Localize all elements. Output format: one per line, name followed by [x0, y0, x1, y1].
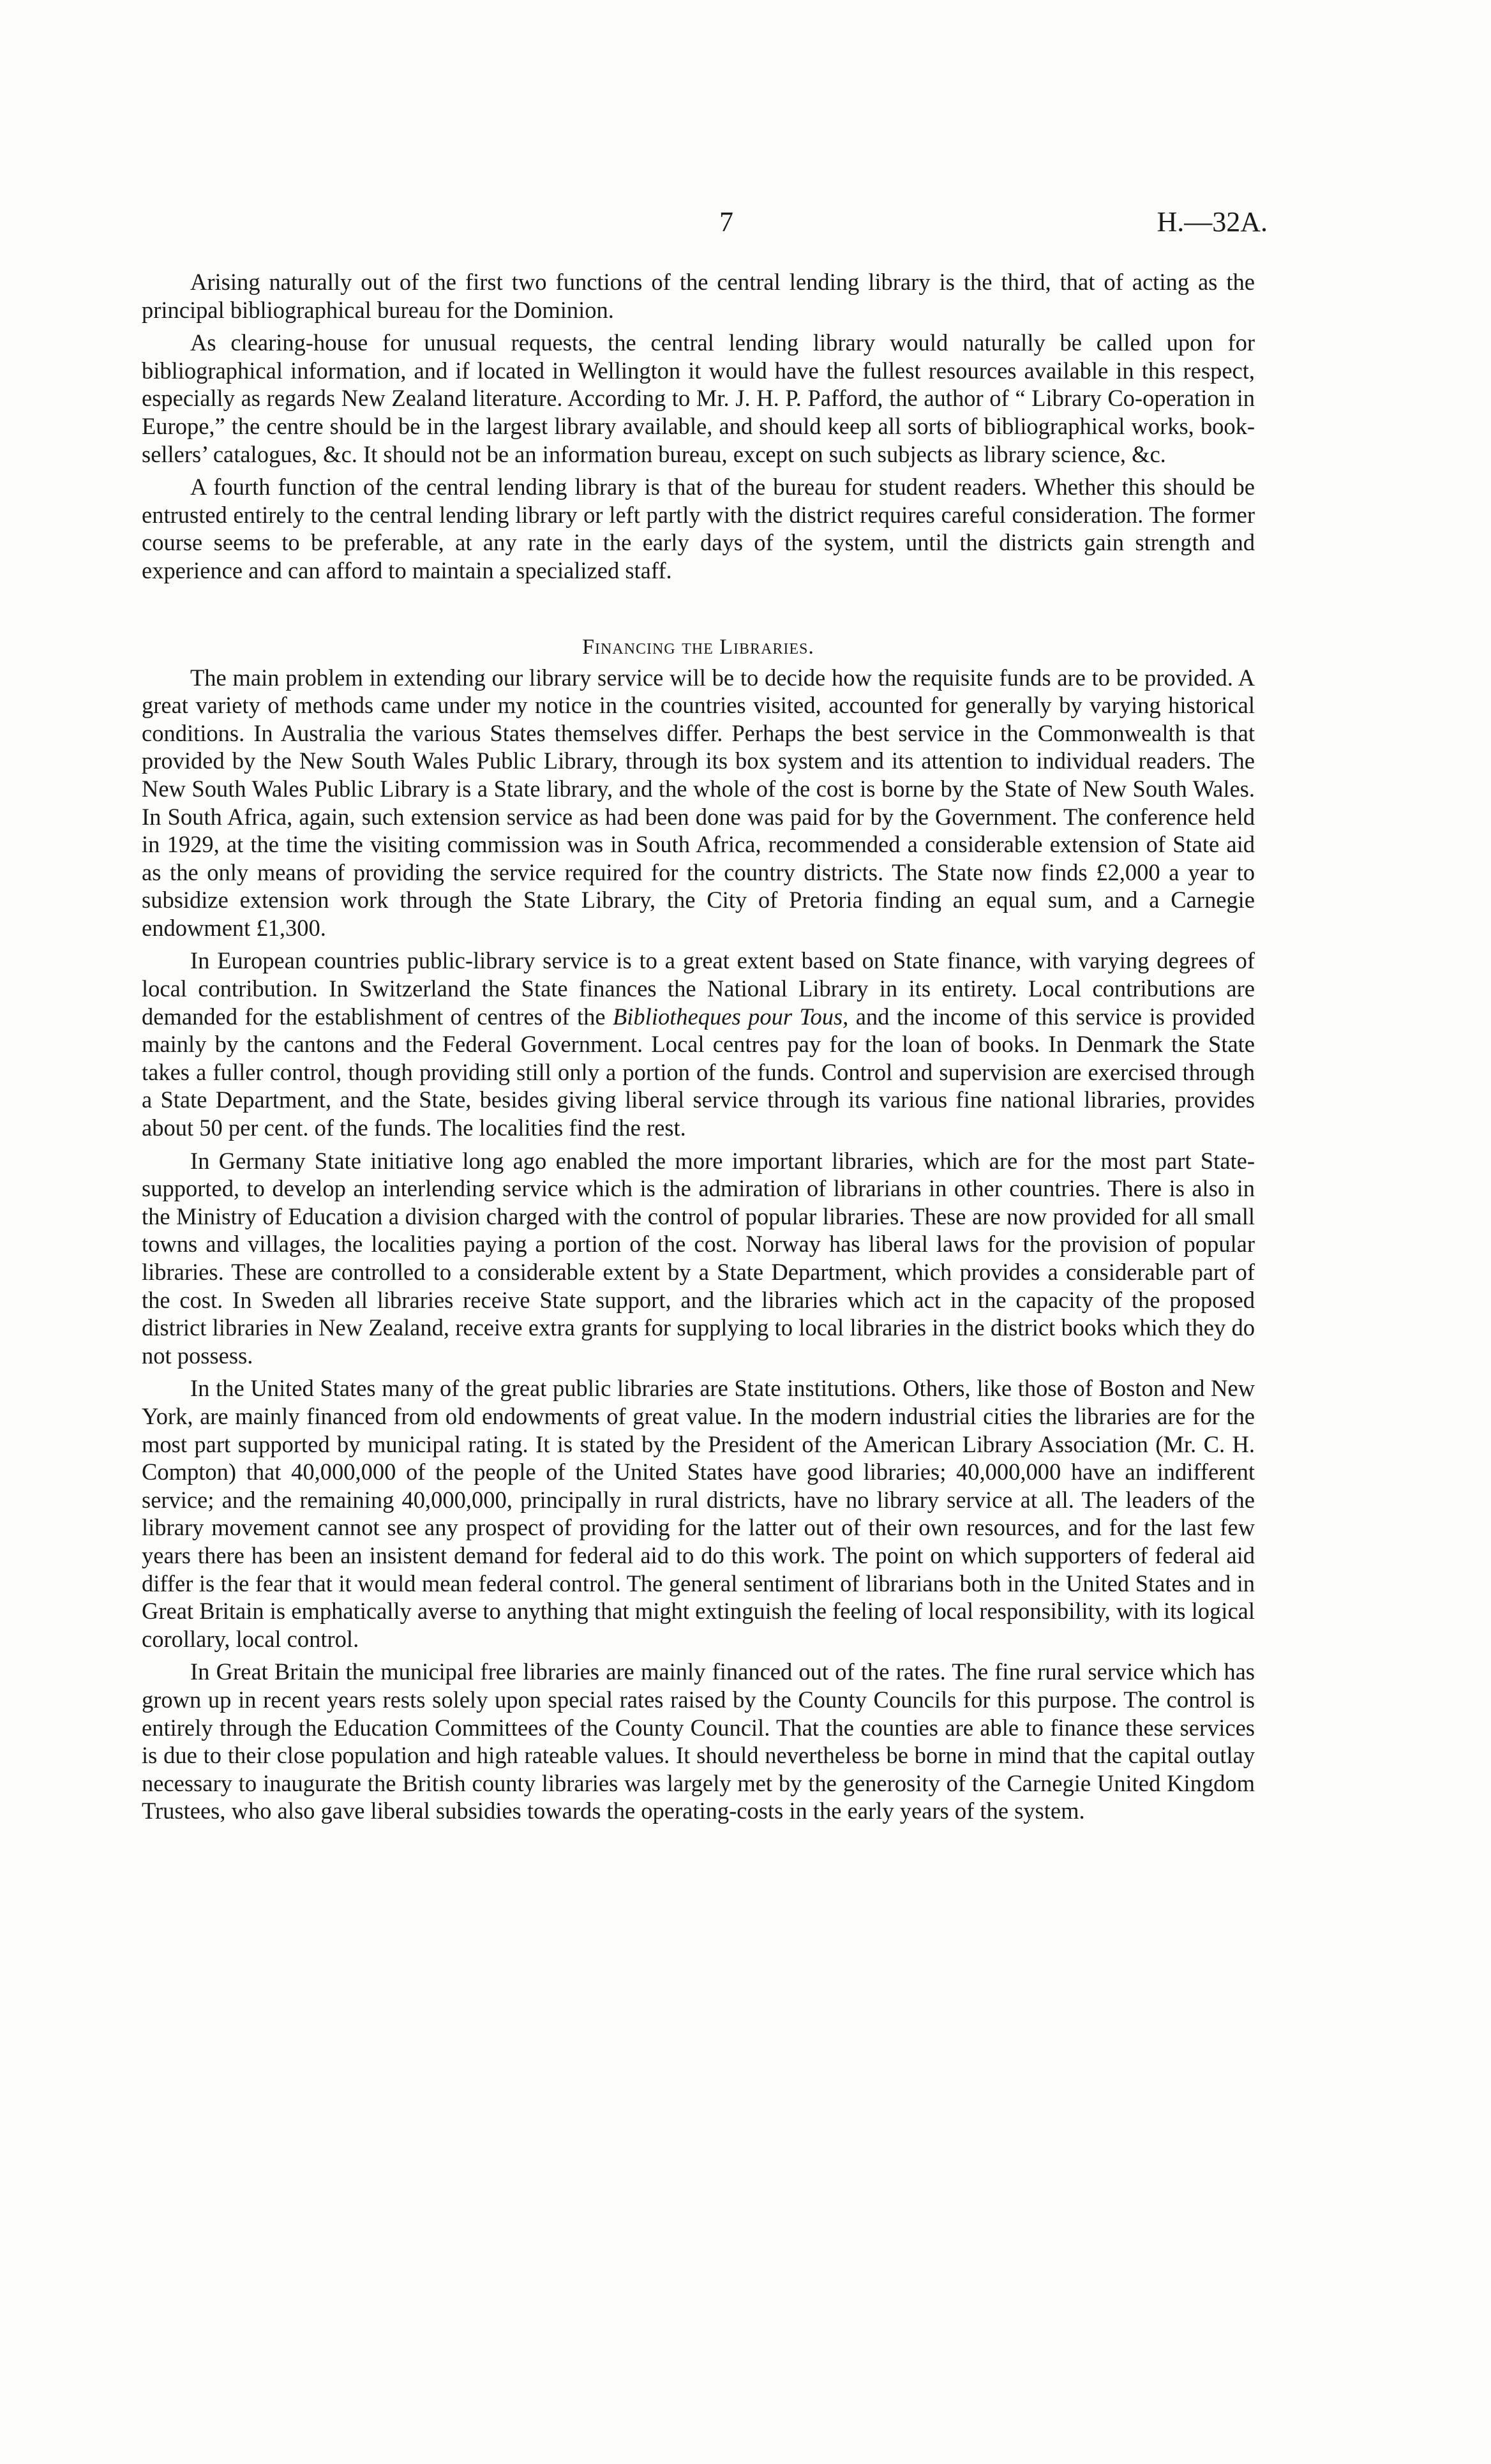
page-header — [185, 206, 1268, 244]
page-number: 7 — [719, 206, 733, 237]
bibliotheques-italic: Bibliotheques pour Tous, — [613, 1003, 849, 1030]
paragraph-financing-europe-end: and the income of this service is provided mainly by the cantons and the Federal Government. Local centres pay for the loan of books. In Denmark the State takes a fuller control, though providing still only a portion of the funds. Control and supervision are exercised through a State Department, and the State, besides giving liberal service through its various fine national libraries, provides about 50 per cent. of the funds. The localities find the rest. — [142, 1003, 1255, 1141]
body-text — [142, 268, 1255, 1830]
paragraph-financing-australia: The main problem in extending our library service will be to decide how the requisite funds are to be provided. A great variety of methods came under my notice in the countries visited, accounted for generally by varying historical conditions. In Australia the various States themselves differ. Perhaps the best service in the Commonwealth is that provided by the New South Wales Public Library, through its box system and its attention to individual readers. The New South Wales Public Library is a State library, and the whole of the cost is borne by the State of New South Wales. In South Africa, again, such extension service as had been done was paid for by the Government. The conference held in 1929, at the time the visiting commission was in South Africa, recommended a considerable extension of State aid as the only means of providing the service required for the country districts. The State now finds £2,000 a year to subsidize extension work through the State Library, the City of Pretoria finding an equal sum, and a Carnegie endowment £1,300. — [142, 664, 1255, 941]
paragraph-financing-europe — [142, 947, 1255, 1141]
paragraph-financing-united-states: In the United States many of the great public libraries are State institutions. Others, like those of Boston and New York, are mainly financed from old endowments of great value. In the modern industrial cities the libraries are for the most part supported by municipal rating. It is stated by the President of the American Library Association (Mr. C. H. Compton) that 40,000,000 of the people of the United States have good libraries; 40,000,000 have an indifferent service; and the remaining 40,000,000, principally in rural districts, have no library service at all. The leaders of the library movement cannot see any prospect of providing for the latter out of their own resources, and for the last few years there has been an insistent demand for federal aid to do this work. The point on which supporters of federal aid differ is the fear that it would mean federal control. The general sentiment of librarians both in the United States and in Great Britain is emphatically averse to anything that might extinguish the feeling of local responsibility, with its logical corollary, local control. — [142, 1375, 1255, 1652]
section-heading-financing: Financing the Libraries. — [582, 635, 814, 659]
paragraph-bibliographical-bureau: Arising naturally out of the first two functions of the central lending library is the third, that of acting as the principal bibliographical bureau for the Dominion. — [142, 269, 1255, 323]
paragraph-clearing-house: As clearing-house for unusual requests, the central lending library would naturally be called upon for bibliographical information, and if located in Wellington it would have the fullest resources available in this respect, especially as regards New Zealand literature. According to Mr. J. H. P. Pafford, the author of “ Library Co-operation in Europe,” the centre should be in the largest library available, and should keep all sorts of bibliographical works, book-sellers’ catalogues, &c. It should not be an information bureau, except on such subjects as library science, &c. — [142, 329, 1255, 467]
document-reference: H.—32A. — [1157, 206, 1268, 237]
paragraph-student-readers: A fourth function of the central lending library is that of the bureau for student readers. Whether this should be entrusted entirely to the central lending library or left partly with the district requires careful consideration. The former course seems to be preferable, at any rate in the early days of the system, until the districts gain strength and experience and can afford to maintain a specialized staff. — [142, 474, 1255, 583]
paragraph-financing-europe-start: In European countries public-library service is to a great extent based on State finance, with varying degrees of local contribution. In Switzerland the State finances the National Library in its entirety. Local contributions are demanded for the establishment of centres of the — [142, 947, 1255, 1030]
paragraph-financing-germany: In Germany State initiative long ago enabled the more important libraries, which are for the most part State-supported, to develop an interlending service which is the admiration of librarians in other countries. There is also in the Ministry of Education a division charged with the control of popular libraries. These are now provided for all small towns and villages, the localities paying a portion of the cost. Norway has liberal laws for the provision of popular libraries. These are controlled to a considerable extent by a State Department, which provides a considerable part of the cost. In Sweden all libraries receive State support, and the libraries which act in the capacity of the proposed district libraries in New Zealand, receive extra grants for supplying to local libraries in the district books which they do not possess. — [142, 1147, 1255, 1369]
paragraph-financing-great-britain: In Great Britain the municipal free libraries are mainly financed out of the rates. The fine rural service which has grown up in recent years rests solely upon special rates raised by the County Councils for this purpose. The control is entirely through the Education Committees of the County Council. That the counties are able to finance these services is due to their close population and high rateable values. It should nevertheless be borne in mind that the capital outlay necessary to inaugurate the British county libraries was largely met by the generosity of the Carnegie United Kingdom Trustees, who also gave liberal subsidies towards the operating-costs in the early years of the system. — [142, 1658, 1255, 1824]
